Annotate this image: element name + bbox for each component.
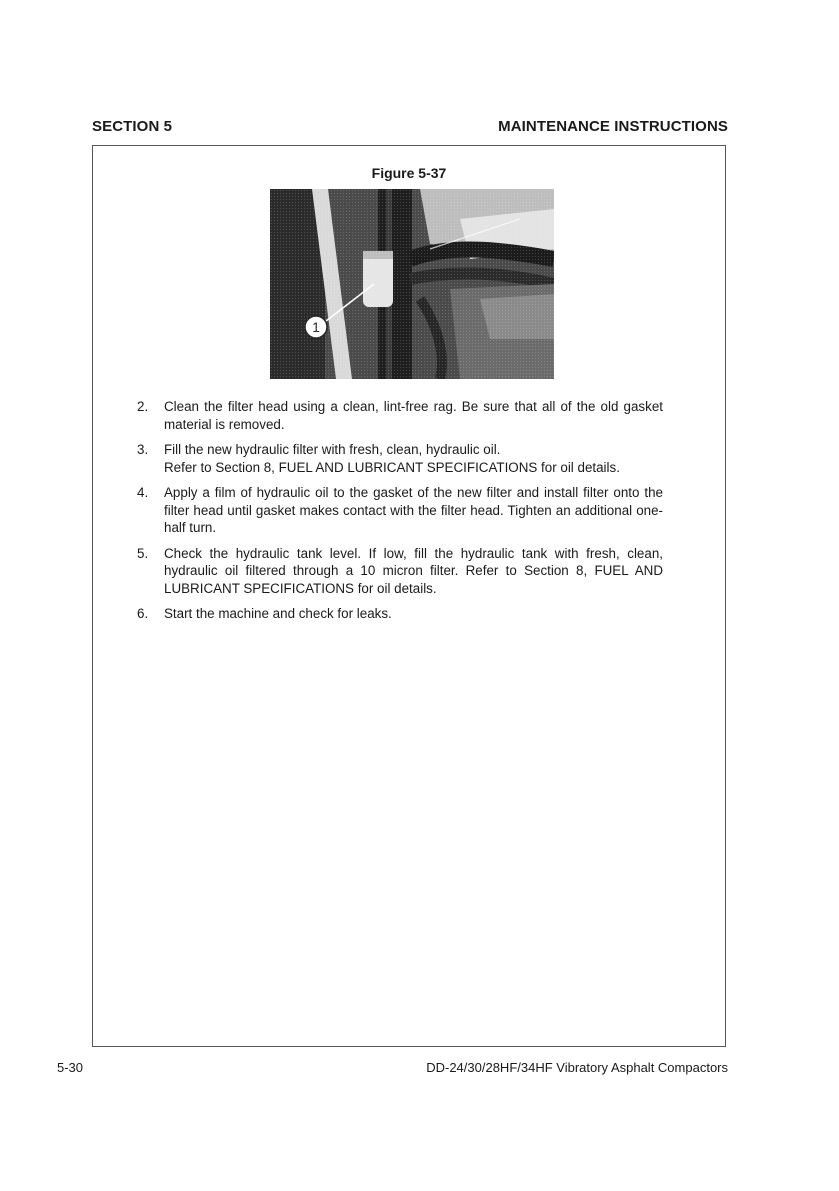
instruction-steps	[137, 398, 663, 631]
step-text: Apply a film of hydraulic oil to the gasket of the new filter and install filter onto the filter head until gasket makes contact with the filter head. Tighten an additional one-half turn.	[164, 485, 663, 535]
content-frame	[92, 145, 726, 1047]
step-text: Check the hydraulic tank level. If low, fill the hydraulic tank with fresh, clean, hydraulic oil filtered through a 10 micron filter. Refer to Section 8, FUEL AND LUBRICANT SPECIFICATIONS for oil details.	[164, 545, 663, 596]
list-item	[137, 605, 663, 623]
section-title: MAINTENANCE INSTRUCTIONS	[498, 118, 728, 135]
step-number: 6.	[137, 606, 149, 621]
step-text: Clean the filter head using a clean, lint-free rag. Be sure that all of the old gasket material is removed.	[164, 399, 663, 432]
list-item	[137, 398, 663, 433]
step-text: Start the machine and check for leaks.	[164, 606, 392, 621]
list-item	[137, 545, 663, 598]
figure-title: Figure 5-37	[371, 165, 447, 181]
section-label: SECTION 5	[92, 118, 173, 135]
step-number: 4.	[137, 485, 149, 500]
step-number: 3.	[137, 442, 149, 457]
step-number: 5.	[137, 545, 149, 561]
list-item	[137, 441, 663, 476]
page-number: 5-30	[57, 1060, 84, 1075]
step-text: Fill the new hydraulic filter with fresh, clean, hydraulic oil.	[164, 442, 501, 457]
step-number: 2.	[137, 399, 149, 414]
list-item	[137, 484, 663, 537]
step-reference: Refer to Section 8, FUEL AND LUBRICANT SPECIFICATIONS for oil details.	[164, 459, 620, 475]
figure-photo	[270, 189, 554, 379]
product-name: DD-24/30/28HF/34HF Vibratory Asphalt Compactors	[426, 1060, 728, 1075]
